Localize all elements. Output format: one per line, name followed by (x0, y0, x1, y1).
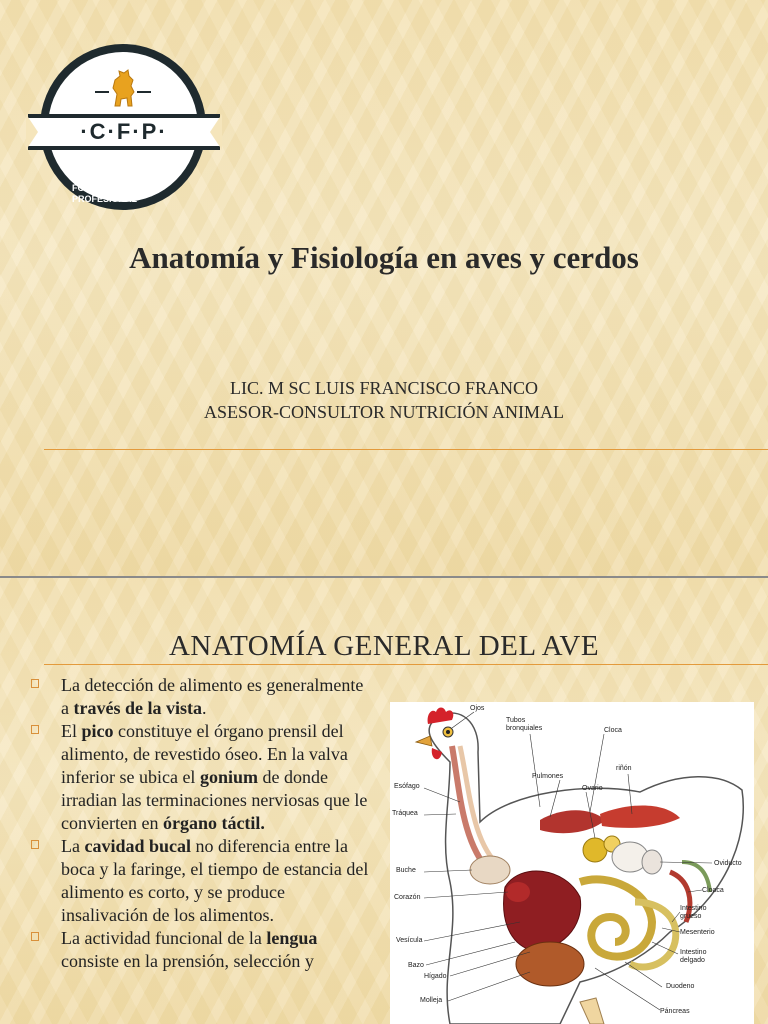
label-higado: Hígado (424, 973, 447, 980)
label-tubos: Tubos (506, 717, 526, 724)
label-delgado: delgado (680, 957, 705, 964)
label-buche: Buche (396, 867, 416, 874)
label-intestino-grueso: Intestino (680, 905, 707, 912)
label-mesenterio: Mesenterio (680, 929, 715, 936)
label-pancreas: Páncreas (660, 1008, 690, 1015)
bullet-icon (31, 932, 39, 941)
label-traquea: Tráquea (392, 810, 418, 817)
divider-line (44, 664, 768, 665)
bullet-icon (31, 840, 39, 849)
label-pulmones: Pulmones (532, 773, 564, 780)
author-name: LIC. M SC LUIS FRANCISCO FRANCO (229, 378, 539, 398)
label-oviducto: Oviducto (714, 860, 742, 867)
bullet-icon (31, 725, 39, 734)
label-ovario: Ovario (582, 785, 603, 792)
label-molleja: Molleja (420, 997, 443, 1004)
label-esofago: Esófago (394, 783, 420, 790)
list-item: La cavidad bucal no diferencia entre la boca y la faringe, el tiempo de estancia del alimento es corto, y se produce insalivación de los alimentos. (28, 835, 373, 927)
author-role: ASESOR-CONSULTOR NUTRICIÓN ANIMAL (203, 402, 565, 422)
label-bazo: Bazo (408, 962, 424, 969)
divider-line (44, 449, 768, 450)
bird-anatomy-diagram (390, 702, 754, 1024)
logo-banner: ·C·F·P· (28, 114, 220, 150)
bullet-icon (31, 679, 39, 688)
list-item: El pico constituye el órgano prensil del alimento, de revestido óseo. En la valva inferior se ubica el gonium de donde irradian las terminaciones nerviosas que le convierten en órgano táctil. (28, 720, 373, 835)
presentation-title: Anatomía y Fisiología en aves y cerdos (129, 240, 639, 275)
label-duodeno: Duodeno (666, 983, 695, 990)
slide-heading: ANATOMÍA GENERAL DEL AVE (168, 630, 600, 662)
bullet-list (28, 674, 373, 973)
label-ojos: Ojos (470, 705, 485, 712)
content-slide (0, 578, 768, 1024)
label-vesicula: Vesícula (396, 937, 423, 944)
label-cloaca: Cloaca (702, 887, 724, 894)
label-corazon: Corazón (394, 894, 421, 901)
cfp-logo (28, 44, 220, 216)
list-item: La detección de alimento es generalmente a través de la vista. (28, 674, 373, 720)
list-item: La actividad funcional de la lengua consiste en la prensión, selección y (28, 927, 373, 973)
label-cloca: Cloca (604, 727, 622, 734)
author-block (0, 376, 768, 424)
label-bronquiales: bronquiales (506, 725, 543, 732)
label-intestino-delgado: Intestino (680, 949, 707, 956)
logo-subtitle: CENTRO DE FORMACIÓN PROFESIONAL (72, 172, 138, 204)
lion-icon (48, 66, 198, 117)
label-rinon: riñón (616, 765, 632, 772)
label-grueso: grueso (680, 913, 702, 920)
